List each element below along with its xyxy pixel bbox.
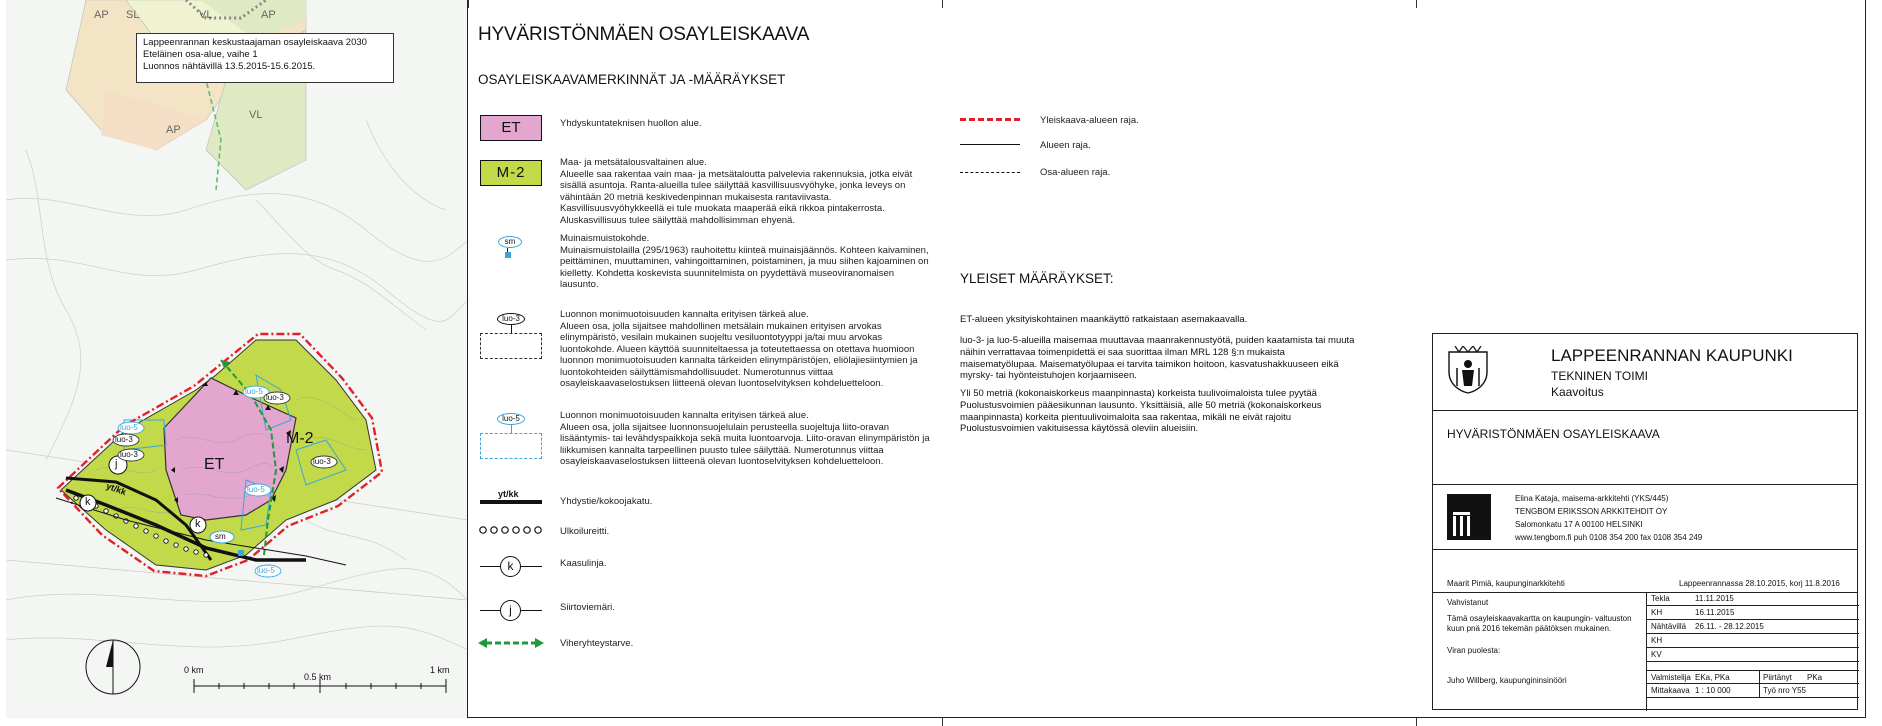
luo5-label: luo-5 xyxy=(120,423,138,432)
siirto-description: Siirtoviemäri. xyxy=(560,602,615,613)
process-key: Tekla xyxy=(1651,594,1670,603)
sm-square xyxy=(505,252,511,258)
et-swatch xyxy=(480,115,542,141)
process-value: 11.11.2015 xyxy=(1695,594,1734,603)
process-key: KV xyxy=(1651,650,1662,659)
process-key: KH xyxy=(1651,608,1663,617)
ytkk-label: yt/kk xyxy=(104,480,128,498)
architect: Maarit Pimiä, kaupunginarkkitehti xyxy=(1447,579,1565,588)
k-symbol-label: k xyxy=(85,496,91,508)
general-p2: luo-3- ja luo-5-alueilla maisemaa muuttavaa maanrakennustyötä, puiden kaatamista tai muuta näihin verrattavaa toimenpidettä ei saa suorittaa ilman MRL 128 §:n mukaista maisematyölupaa. Maisematyölupaa ei tarvita taimikon hoitoon, kasvatushakkuuseen eikä myrsky- tai hyönteistuhojen korjaamiseen. xyxy=(960,335,1355,382)
m2-text: Alueelle saa rakentaa vain maa- ja metsätaloutta palvelevia rakennuksia, jotka eivät sisällä asuntoja. Ranta-alueilla tulee säilyttää kasvillisuusvyöhyke, jonka leveys on vähintään 20 metriä keskivedenpinnan mukaisesta rantaviivasta. Kasvillisuusvyöhykkeellä ei tule muokata maaperää eikä rikkoa pintakerrosta. Aluskasvillisuus tulee säilyttää mahdollisimman ehyenä. xyxy=(560,168,913,226)
m2-area-label: M-2 xyxy=(286,430,314,447)
sm-symbol xyxy=(498,236,522,248)
zone-label: AP xyxy=(261,9,276,21)
scale-key: Mittakaava xyxy=(1651,686,1690,695)
process-row xyxy=(1647,670,1859,684)
process-row xyxy=(1647,592,1859,606)
department: TEKNINEN TOIMI xyxy=(1551,369,1648,383)
map-info-line: Eteläinen osa-alue, vaihe 1 xyxy=(143,49,258,60)
osa-alueen-raja-label: Osa-alueen raja. xyxy=(1040,167,1111,178)
zone-label: AP xyxy=(94,9,109,21)
city-name: LAPPEENRANNAN KAUPUNKI xyxy=(1551,346,1793,365)
work-number: Työ nro Y55 xyxy=(1763,686,1806,695)
m2-code: M-2 xyxy=(496,164,526,181)
ulkoilureitti-symbol xyxy=(478,524,544,536)
osa-alueen-raja-line xyxy=(960,172,1020,173)
siirto-symbol xyxy=(500,600,521,621)
luo5-label: luo-5 xyxy=(257,566,275,575)
zone-label: VL xyxy=(249,109,263,121)
et-description: Yhdyskuntateknisen huollon alue. xyxy=(560,118,702,129)
map-info-line: Luonnos nähtävillä 13.5.2015-15.6.2015. xyxy=(143,61,316,72)
general-p3: Yli 50 metriä (kokonaiskorkeus maanpinnasta) korkeista tuulivoimaloista tulee pyytää Puolustusvoimien pääesikunnan lausunto. Yksittäisiä, alle 50 metriä (kokonaiskorkeus maanpinnasta) korkeita pientuulivoimaloita saa rakentaa, mikäli ne eivät rajoitu Puolustusvoimien vakituisessa käytössä oleviin alueisiin. xyxy=(960,388,1322,435)
official-label: Viran puolesta: xyxy=(1447,646,1501,655)
tengbom-logo-icon xyxy=(1447,494,1491,540)
luo5-description xyxy=(560,410,930,468)
luo3-stem xyxy=(511,325,512,333)
process-key: KH xyxy=(1651,636,1663,645)
divider xyxy=(1433,484,1857,485)
zone-label: SL xyxy=(126,9,140,21)
luo3-label: luo-3 xyxy=(115,435,133,444)
process-value: 26.11. - 28.12.2015 xyxy=(1695,622,1764,631)
process-row xyxy=(1647,648,1859,662)
plan-name: HYVÄRISTÖNMÄEN OSAYLEISKAAVA xyxy=(1447,427,1660,441)
sm-description xyxy=(560,233,930,291)
author-address: Salomonkatu 17 A 00100 HELSINKI xyxy=(1515,520,1643,529)
kaasu-symbol xyxy=(500,556,521,577)
luo5-swatch xyxy=(480,433,542,459)
ytkk-code: yt/kk xyxy=(498,489,519,499)
coat-of-arms-icon xyxy=(1447,346,1489,394)
divider xyxy=(1433,410,1857,411)
luo5-text: Alueen osa, jolla sijaitsee luonnonsuojelulain perusteella suojeltuja liito-oravan lisääntymis- tai levähdyspaikkoja sekä muita luontoarvoja. Liito-oravan elinympäristön ja liikkumisen kannalta tarpeellinen puusto tulee säilyttää. Numerotunnus viittaa osayleiskaavaselostuksen liitteenä olevan luontoselvityksen kohdeluetteloon. xyxy=(560,421,930,467)
divider xyxy=(1759,684,1760,698)
approval-box xyxy=(1433,592,1647,711)
fold-mark xyxy=(942,718,943,726)
luo3-title: Luonnon monimuotoisuuden kannalta erityisen tärkeä alue. xyxy=(560,309,809,320)
process-row xyxy=(1647,684,1859,698)
m2-title: Maa- ja metsätalousvaltainen alue. xyxy=(560,157,707,168)
luo5-label: luo-5 xyxy=(247,485,265,494)
scale-label: 0.5 km xyxy=(304,672,332,682)
process-row xyxy=(1647,606,1859,620)
m2-description xyxy=(560,157,930,226)
general-heading: YLEISET MÄÄRÄYKSET: xyxy=(960,271,1114,286)
viheryhteys-description: Viheryhteystarve. xyxy=(560,638,634,649)
process-value: 16.11.2015 xyxy=(1695,608,1735,617)
zone-label: VL xyxy=(199,9,213,21)
plan-map[interactable] xyxy=(6,0,468,718)
luo3-text: Alueen osa, jolla sijaitsee mahdollinen metsälain mukainen erityisen arvokas elinympäristö, vesilain mukainen suojeltu vesiluontotyyppi ja/tai muu arvokas luontokohde. Alueen käyttöä suunniteltaessa ja toteutettaessa on otettava huomioon luonnon monimuotoisuuden kannalta tärkeiden elinympäristöjen, eliölajiesiintymien ja luontokohteiden säilyttämismahdollisuudet. Numerotunnus viittaa osayleiskaavaselostuksen liitteenä olevan luontoselvityksen kohdeluetteloon. xyxy=(560,320,918,389)
et-code: ET xyxy=(501,119,521,136)
engineer: Juho Willberg, kaupungininsinööri xyxy=(1447,676,1567,685)
title-block xyxy=(1432,333,1858,710)
alueen-raja-line xyxy=(960,144,1020,145)
j-symbol-label: j xyxy=(115,458,118,470)
drawn-key: Piirtänyt xyxy=(1763,673,1792,682)
scale-label: 0 km xyxy=(184,665,204,675)
viheryhteys-symbol xyxy=(478,637,544,649)
ytkk-description: Yhdystie/kokoojakatu. xyxy=(560,496,653,507)
process-row xyxy=(1647,634,1859,648)
alueen-raja-label: Alueen raja. xyxy=(1040,140,1091,151)
k-symbol-label: k xyxy=(195,518,201,530)
siirto-code: j xyxy=(509,603,512,617)
luo3-symbol xyxy=(497,313,525,325)
process-key: Nähtävillä xyxy=(1651,622,1687,631)
map-info-box xyxy=(136,33,394,83)
scale-value: 1 : 10 000 xyxy=(1695,686,1731,695)
place-date: Lappeenrannassa 28.10.2015, korj 11.8.2016 xyxy=(1679,579,1840,588)
luo3-code: luo-3 xyxy=(502,314,520,323)
sm-label: sm xyxy=(215,532,226,541)
scale-label: 1 km xyxy=(430,665,450,675)
ytkk-line xyxy=(480,500,542,504)
author-company: TENGBOM ERIKSSON ARKKITEHDIT OY xyxy=(1515,507,1668,516)
divider xyxy=(1759,671,1760,685)
drawn-value: PKa xyxy=(1807,673,1823,682)
luo3-label: luo-3 xyxy=(313,457,331,466)
approved-text: Tämä osayleiskaavakartta on kaupungin- valtuuston kuun pnä 2016 tekemän päätöksen mukainen. xyxy=(1447,614,1632,633)
yleiskaava-raja-line xyxy=(960,118,1020,122)
author-contact: www.tengbom.fi puh 0108 354 200 fax 0108 354 249 xyxy=(1515,533,1703,542)
luo3-label: luo-3 xyxy=(266,393,284,402)
et-area-label: ET xyxy=(204,456,225,473)
luo5-label: luo-5 xyxy=(245,387,263,396)
luo3-swatch xyxy=(480,333,542,359)
luo5-title: Luonnon monimuotoisuuden kannalta erityisen tärkeä alue. xyxy=(560,410,809,421)
luo5-symbol xyxy=(497,413,525,425)
map-info-line: Lappeenrannan keskustaajaman osayleiskaava 2030 xyxy=(143,37,367,48)
process-table xyxy=(1647,592,1859,711)
divider xyxy=(1433,549,1857,550)
legend-heading: OSAYLEISKAAVAMERKINNÄT JA -MÄÄRÄYKSET xyxy=(478,72,786,87)
fold-mark xyxy=(1416,718,1417,726)
map-panel[interactable] xyxy=(6,0,468,718)
prepared-key: Valmistelija xyxy=(1651,673,1691,682)
sm-title: Muinaismuistokohde. xyxy=(560,233,650,244)
general-p1: ET-alueen yksityiskohtainen maankäyttö ratkaistaan asemakaavalla. xyxy=(960,314,1248,325)
ulkoilureitti-description: Ulkoilureitti. xyxy=(560,526,610,537)
kaasu-description: Kaasulinja. xyxy=(560,558,607,569)
sm-code: sm xyxy=(504,237,516,246)
page-title: HYVÄRISTÖNMÄEN OSAYLEISKAAVA xyxy=(478,24,810,45)
zone-label: AP xyxy=(166,124,181,136)
approved-label: Vahvistanut xyxy=(1447,598,1489,607)
prepared-value: EKa, PKa xyxy=(1695,673,1730,682)
unit: Kaavoitus xyxy=(1551,385,1604,399)
luo5-stem xyxy=(511,425,512,433)
luo5-code: luo-5 xyxy=(502,414,520,423)
luo3-label: luo-3 xyxy=(120,450,138,459)
yleiskaava-raja-label: Yleiskaava-alueen raja. xyxy=(1040,115,1139,126)
author-name: Elina Kataja, maisema-arkkitehti (YKS/445) xyxy=(1515,494,1669,503)
kaasu-code: k xyxy=(507,559,514,573)
process-row xyxy=(1647,620,1859,634)
m2-swatch xyxy=(480,160,542,186)
sm-text: Muinaismuistolailla (295/1963) rauhoitettu kiinteä muinaisjäännös. Kohteen kaivaminen, peittäminen, muuttaminen, vahingoittaminen, poistaminen, ja muu siihen kajoaminen on kielletty. Kohdetta koskevista suunnitelmista on pyydettävä museoviranomaisen lausunto. xyxy=(560,244,929,290)
luo3-description xyxy=(560,309,930,390)
